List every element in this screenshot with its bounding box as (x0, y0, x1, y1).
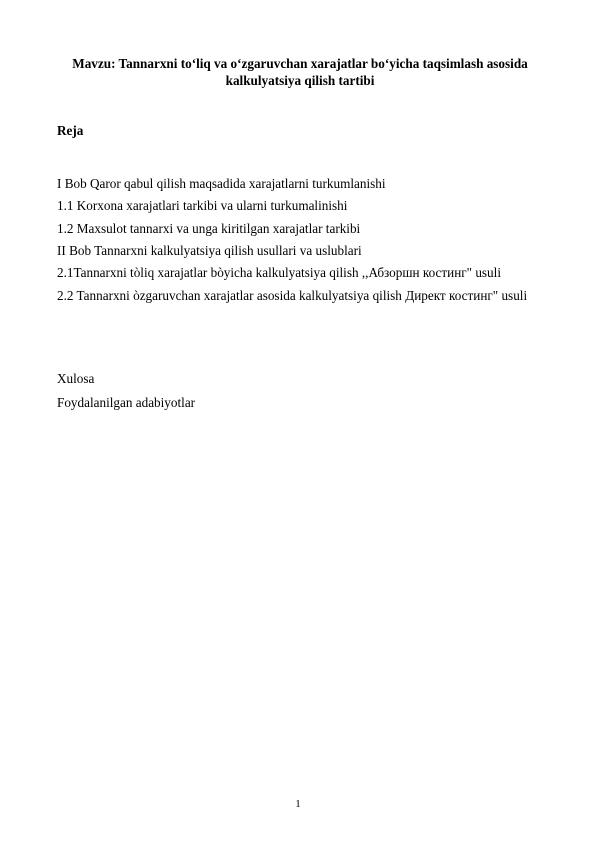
document-title: Mavzu: Tannarxni to‘liq va o‘zgaruvchan xarajatlar bo‘yicha taqsimlash asosida kalkulyatsiya qilish tartibi (72, 56, 528, 88)
references-item: Foydalanilgan adabiyotlar (57, 395, 196, 410)
conclusion-item: Xulosa (57, 371, 95, 386)
toc-item-section-1-1: 1.1 Korxona xarajatlari tarkibi va ularni turkumalinishi (57, 198, 348, 214)
plan-heading: Reja (57, 123, 84, 138)
toc-item-chapter-1: I Bob Qaror qabul qilish maqsadida xarajatlarni turkumlanishi (57, 176, 386, 191)
page-number: 1 (295, 798, 301, 810)
toc-item-section-1-2: 1.2 Maxsulot tannarxi va unga kiritilgan xarajatlar tarkibi (57, 220, 361, 236)
closing-sections (57, 367, 195, 415)
toc-item-section-2-2: 2.2 Tannarxni òzgaruvchan xarajatlar asosida kalkulyatsiya qilish Директ костинг" usuli (57, 288, 528, 304)
table-of-contents (57, 173, 547, 304)
toc-item-chapter-2: II Bob Tannarxni kalkulyatsiya qilish usullari va uslublari (57, 242, 362, 258)
toc-item-section-2-1: 2.1Tannarxni tòliq xarajatlar bòyicha kalkulyatsiya qilish ,,Абзоршн костинг" usuli (57, 265, 501, 281)
